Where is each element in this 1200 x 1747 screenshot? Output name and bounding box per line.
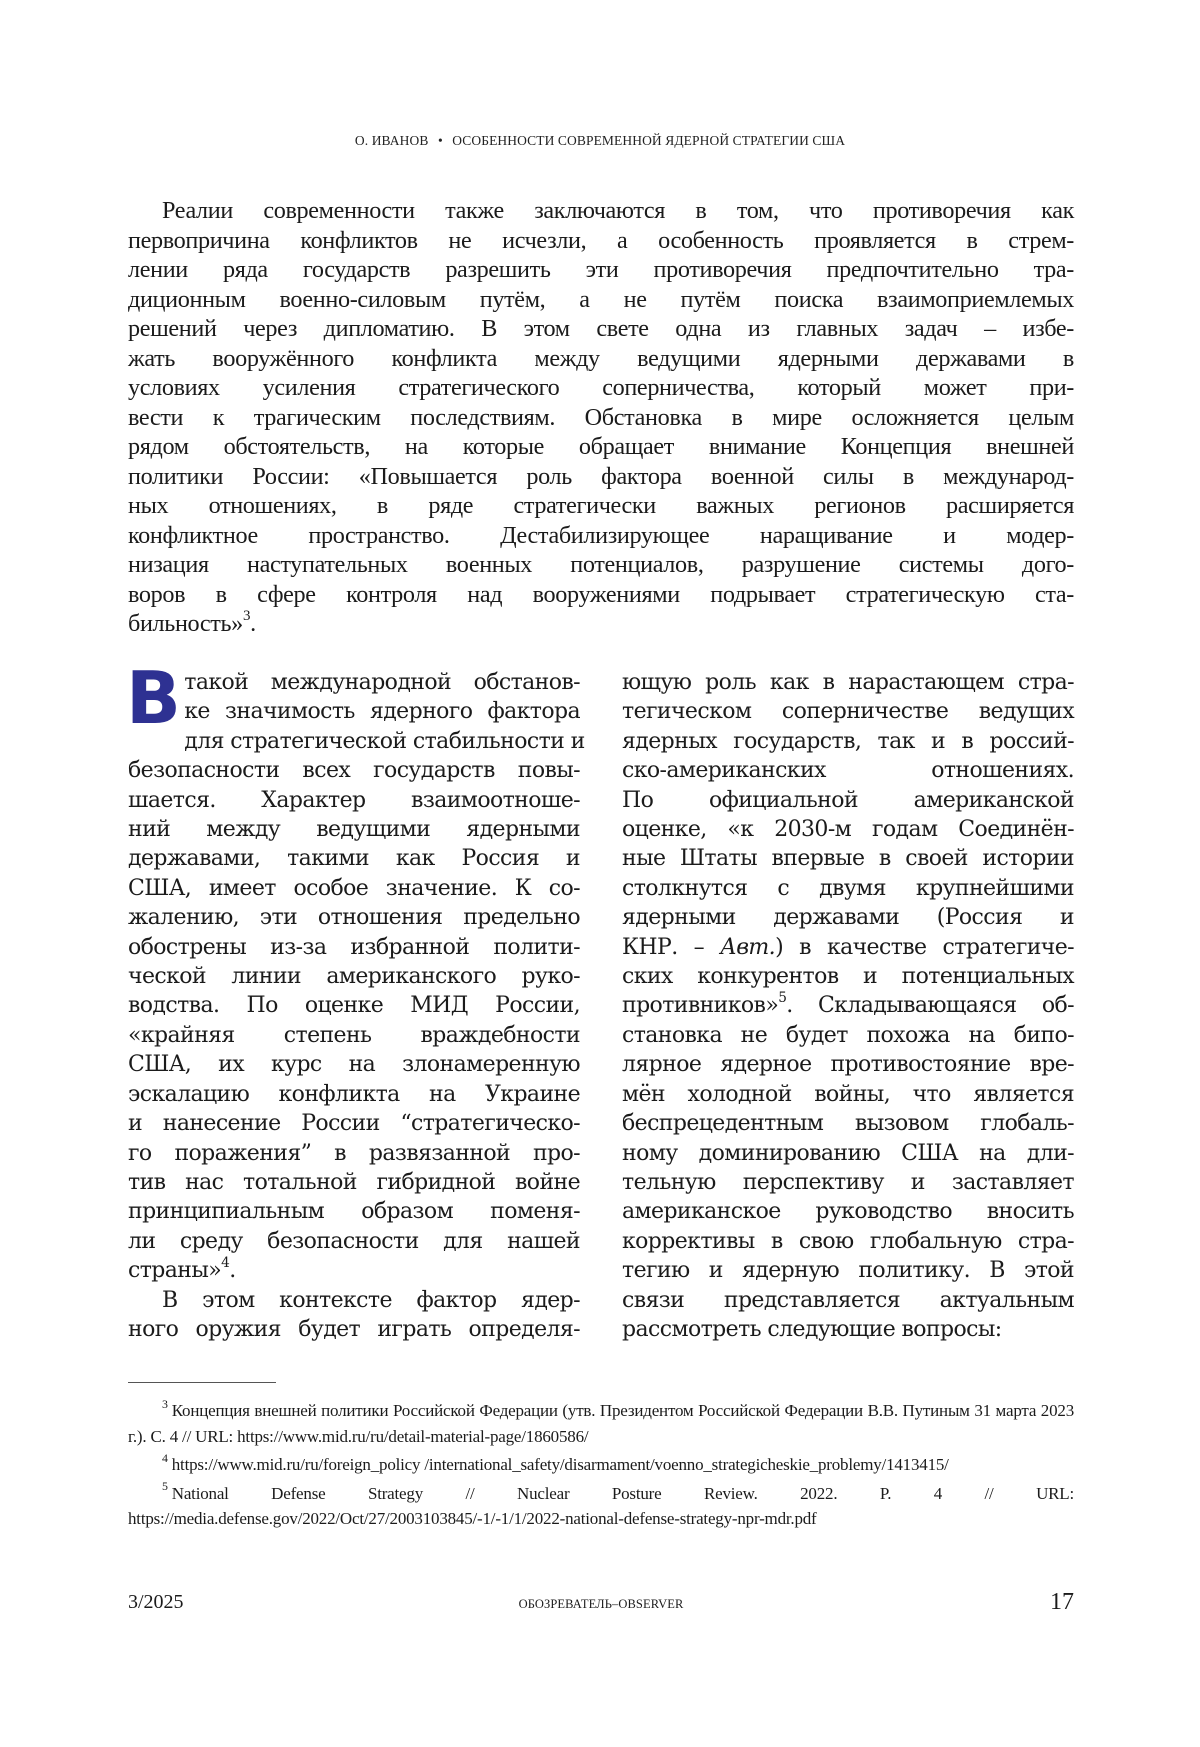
- journal-name: ОБОЗРЕВАТЕЛЬ–OBSERVER: [518, 1597, 684, 1611]
- text-line: рядом обстоятельств, на которые обращает внимание Концепция внешней: [128, 433, 1074, 460]
- text-line: В этом контексте фактор ядер-: [162, 1287, 580, 1313]
- text-line: тегическом соперничестве ведущих: [622, 699, 1074, 725]
- right-column: [622, 668, 1074, 1344]
- text-line: лении ряда государств разрешить эти противоречия предпочтительно тра-: [128, 256, 1074, 283]
- page-number: 17: [1050, 1589, 1074, 1615]
- header-author: О. ИВАНОВ: [354, 133, 429, 148]
- text-line: водства. По оценке МИД России,: [128, 993, 580, 1019]
- text-line: связи представляется актуальным: [622, 1287, 1074, 1313]
- text-line: эскалацию конфликта на Украине: [128, 1081, 580, 1107]
- text-line: лярное ядерное противостояние вре-: [622, 1052, 1074, 1078]
- text-line: «крайняя степень враждебности: [128, 1022, 580, 1048]
- text-line: мён холодной войны, что является: [622, 1081, 1074, 1107]
- left-column: [126, 656, 585, 1344]
- text-line: ско-американских отношениях.: [622, 758, 1074, 784]
- text-line: жать вооружённого конфликта между ведущими ядерными державами в: [128, 344, 1074, 372]
- running-header: [0, 133, 1200, 149]
- text-line: США, имеет особое значение. К со-: [128, 875, 580, 901]
- text-line: тегию и ядерную политику. В этой: [622, 1258, 1074, 1284]
- text-line: безопасности всех государств повы-: [128, 758, 580, 784]
- text-line: жалению, эти отношения предельно: [128, 905, 580, 931]
- text-line: ских конкурентов и потенциальных: [622, 964, 1074, 990]
- text-line: ческой линии американского руко-: [128, 964, 580, 990]
- header-separator: •: [437, 133, 443, 148]
- text-line: конфликтное пространство. Дестабилизирующее наращивание и модер-: [128, 521, 1074, 549]
- text-line: условиях усиления стратегического соперничества, который может при-: [128, 374, 1074, 401]
- issue-number: 3/2025: [128, 1591, 184, 1613]
- text-line: обострены из-за избранной полити-: [128, 934, 580, 960]
- text-line: тив нас тотальной гибридной войне: [128, 1169, 580, 1195]
- text-line: решений через дипломатию. В этом свете одна из главных задач – избе-: [128, 315, 1074, 342]
- footnote-ref-3[interactable]: 3: [242, 607, 251, 624]
- text-line: коррективы в свою глобальную стра-: [622, 1228, 1074, 1254]
- text-line: ного оружия будет играть определя-: [128, 1316, 580, 1342]
- text-line: ний между ведущими ядерными: [128, 817, 580, 843]
- text-line: страны»$^4$.: [128, 1254, 236, 1284]
- text-line: ядерных государств, так и в россий-: [622, 728, 1074, 754]
- text-line: столкнутся с двумя крупнейшими: [622, 875, 1074, 901]
- text-line: рассмотреть следующие вопросы:: [622, 1316, 1002, 1342]
- text-line: и нанесение России “стратегическо-: [128, 1111, 580, 1137]
- text-line: КНР. – Авт.) в качестве стратегиче-: [622, 934, 1075, 960]
- text-line: шается. Характер взаимоотноше-: [128, 787, 580, 813]
- footnote-divider: [128, 1382, 276, 1383]
- footnote-ref-5[interactable]: 5: [778, 990, 787, 1007]
- text-line: США, их курс на злонамеренную: [128, 1052, 580, 1078]
- text-line: ных отношениях, в ряде стратегически важных регионов расширяется: [128, 492, 1074, 519]
- text-line: державами, такими как Россия и: [128, 846, 580, 872]
- text-line: воров в сфере контроля над вооружениями подрывает стратегическую ста-: [128, 580, 1074, 608]
- text-line: первопричина конфликтов не исчезли, а особенность проявляется в стрем-: [128, 226, 1074, 254]
- footnotes: [128, 1398, 1074, 1535]
- footnote-3: $^3$ Концепция внешней политики Российской Федерации (утв. Президентом Российской Федерации В.В. Путиным 31 марта 2023 г.). С. 4 // URL: https://www.mid.ru/ru/detail-material-page/1860586/: [128, 1396, 1074, 1446]
- header-title: ОСОБЕННОСТИ СОВРЕМЕННОЙ ЯДЕРНОЙ СТРАТЕГИИ США: [452, 133, 846, 148]
- text-line: ке значимость ядерного фактора: [184, 699, 580, 725]
- text-line: принципиальным образом поменя-: [128, 1199, 580, 1225]
- author-note: Авт.: [720, 934, 776, 960]
- text-line: вести к трагическим последствиям. Обстановка в мире осложняется целым: [128, 403, 1074, 431]
- text-line: американское руководство вносить: [622, 1199, 1074, 1225]
- text-line: противников»$^5$. Складывающаяся об-: [622, 990, 1074, 1019]
- text-line: По официальной американской: [622, 787, 1074, 813]
- footnote-5: $^5$ National Defense Strategy // Nuclear Posture Review. 2022. P. 4 // URL: https://media.defense.gov/2022/Oct/27/2003103845/-1/-1/1/2022-national-defense-strategy-npr-mdr.pdf: [128, 1479, 1074, 1528]
- drop-cap: В: [126, 656, 181, 740]
- footnote-link[interactable]: https://www.mid.ru/ru/foreign_policy /international_safety/disarmament/voenno_strategicheskie_problemy/1413415/: [171, 1455, 949, 1474]
- text-line: оценке, «к 2030-м годам Соединён-: [622, 817, 1074, 843]
- text-line: ядерными державами (Россия и: [622, 905, 1074, 931]
- intro-paragraph: [128, 196, 1074, 639]
- text-line: Реалии современности также заключаются в том, что противоречия как: [162, 197, 1074, 224]
- text-line: становка не будет похожа на бипо-: [622, 1022, 1074, 1048]
- text-line: го поражения” в развязанной про-: [128, 1140, 580, 1166]
- text-line: для стратегической стабильности и: [184, 728, 585, 754]
- text-line: беспрецедентным вызовом глобаль-: [622, 1111, 1074, 1137]
- text-line: бильность»$^3$.: [128, 607, 256, 637]
- text-line: ному доминированию США на дли-: [622, 1140, 1074, 1166]
- text-line: диционным военно-силовым путём, а не путём поиска взаимоприемлемых: [128, 285, 1074, 313]
- text-line: такой международной обстанов-: [184, 670, 580, 695]
- footnote-ref-4[interactable]: 4: [221, 1254, 230, 1271]
- text-line: ющую роль как в нарастающем стра-: [622, 670, 1074, 695]
- footnote-4: $^4$ https://www.mid.ru/ru/foreign_policy /international_safety/disarmament/voenno_strategicheskie_problemy/1413415/: [162, 1450, 949, 1474]
- text-line: низация наступательных военных потенциалов, разрушение системы дого-: [128, 551, 1074, 578]
- text-line: ли среду безопасности для нашей: [128, 1228, 580, 1254]
- text-line: тельную перспективу и заставляет: [622, 1169, 1074, 1195]
- text-line: политики России: «Повышается роль фактора военной силы в международ-: [128, 462, 1074, 490]
- page-footer: [128, 1591, 1074, 1621]
- text-line: ные Штаты впервые в своей истории: [622, 846, 1074, 872]
